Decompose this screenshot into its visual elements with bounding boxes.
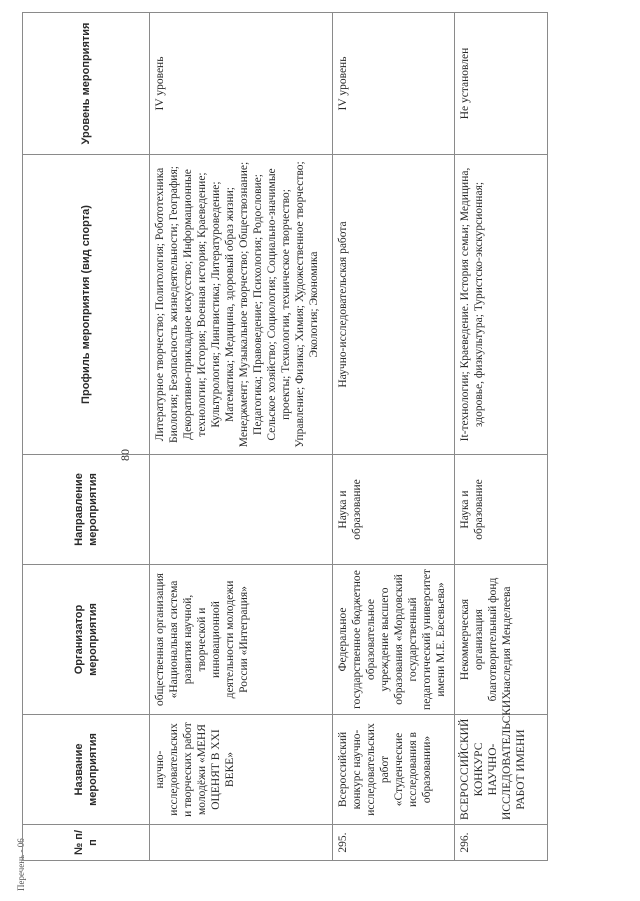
- row-profile: Научно-исследовательская работа: [333, 155, 455, 455]
- row-direction: Наука и образование: [333, 455, 455, 565]
- row-name: ВСЕРОССИЙСКИЙ КОНКУРС НАУЧНО-ИССЛЕДОВАТЕЛЬСКИХ РАБОТ ИМЕНИ: [455, 715, 548, 825]
- table-row: [333, 13, 455, 861]
- row-level: IV уровень: [333, 13, 455, 155]
- row-level: Не установлен: [455, 13, 548, 155]
- header-name: Название мероприятия: [23, 715, 150, 825]
- row-organizer: Некоммерческая организация благотворительный фонд наследия Менделеева: [455, 565, 548, 715]
- row-name: научно-исследовательских и творческих работ молодёжи «МЕНЯ ОЦЕНЯТ В XXI ВЕКЕ»: [150, 715, 333, 825]
- events-table: [22, 12, 548, 861]
- header-profile: Профиль мероприятия (вид спорта): [23, 155, 150, 455]
- row-profile: It-технологии; Краеведение. История семьи; Медицина, здоровье, физкультура; Туристско-экскурсионная;: [455, 155, 548, 455]
- row-num: 295.: [333, 825, 455, 861]
- row-organizer: Федеральное государственное бюджетное образовательное учреждение высшего образования «Мордовский государственный педагогический университет имени М.Е. Евсевьева»: [333, 565, 455, 715]
- header-direction: Направление мероприятия: [23, 455, 150, 565]
- page-number: 80: [118, 449, 132, 461]
- footer-note: Перечень - 06: [16, 838, 26, 891]
- row-level: IV уровень: [150, 13, 333, 155]
- table-header-row: [23, 13, 150, 861]
- header-organizer: Организатор мероприятия: [23, 565, 150, 715]
- row-direction: Наука и образование: [455, 455, 548, 565]
- header-level: Уровень мероприятия: [23, 13, 150, 155]
- row-direction: [150, 455, 333, 565]
- table-row: [455, 13, 548, 861]
- row-name: Всероссийский конкурс научно-исследовательских работ «Студенческие исследования в образовании»: [333, 715, 455, 825]
- row-num: 296.: [455, 825, 548, 861]
- table-row: [150, 13, 333, 861]
- header-num: № п/п: [23, 825, 150, 861]
- row-profile: Литературное творчество; Политология; Робототехника Биология; Безопасность жизнедеятельности; География; Декоративно-прикладное искусство; Информационные технологии; История; Военная история; Краеведение; Культурология; Лингвистика; Литературоведение; Математика; Медицина, здоровый образ жизни; Менеджмент; Музыкальное творчество; Обществознание; Педагогика; Правоведение; Психология; Родословие; Сельское хозяйство; Социология; Социально-значимые проекты; Технологии, техническое творчество; Управление; Физика; Химия; Художественное творчество; Экология; Экономика: [150, 155, 333, 455]
- row-num: [150, 825, 333, 861]
- row-organizer: общественная организация «Национальная система развития научной, творческой и инновационной деятельности молодежи России «Интеграция»: [150, 565, 333, 715]
